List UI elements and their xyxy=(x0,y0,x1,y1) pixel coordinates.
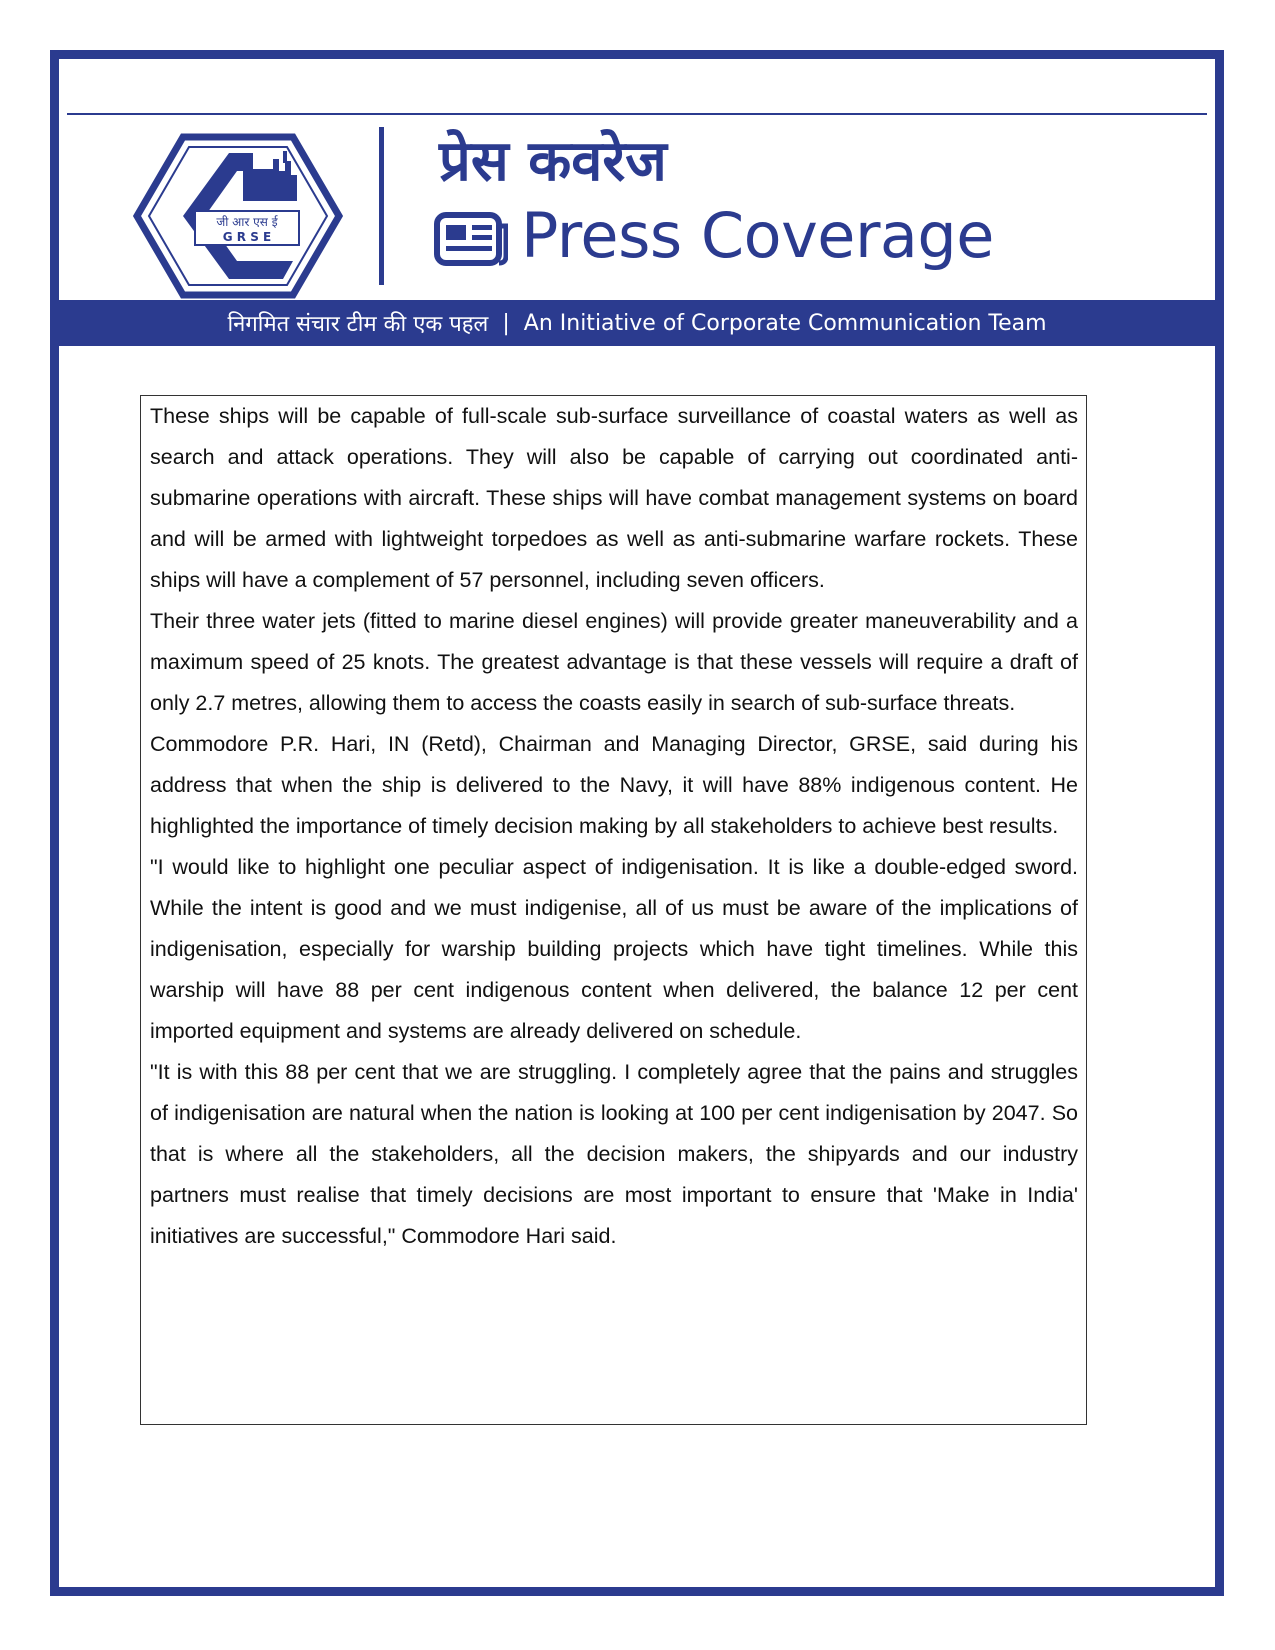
tagline-english: An Initiative of Corporate Communication Team xyxy=(523,310,1047,336)
article-paragraph: These ships will be capable of full-scale sub-surface surveillance of coastal waters as well as search and attack operations. They will also be capable of carrying out coordinated anti-submarine operations with aircraft. These ships will have combat management systems on board and will be armed with lightweight torpedoes as well as anti-submarine warfare rockets. These ships will have a complement of 57 personnel, including seven officers. xyxy=(150,404,1078,592)
tagline-hindi: निगमित संचार टीम की एक पहल xyxy=(227,312,489,337)
logo-text-english: G R S E xyxy=(222,230,272,244)
logo-text-hindi: जी आर एस ई xyxy=(216,215,278,229)
title-hindi: प्रेस कवरेज xyxy=(439,129,667,194)
article-paragraph: Their three water jets (fitted to marine diesel engines) will provide greater maneuverability and a maximum speed of 25 knots. The greatest advantage is that these vessels will require a draft of only 2.7 metres, allowing them to access the coasts easily in search of sub-surface threats. xyxy=(150,609,1078,715)
tagline-band xyxy=(59,300,1215,346)
header-rule xyxy=(67,113,1207,115)
article-paragraph: "I would like to highlight one peculiar aspect of indigenisation. It is like a double-edged sword. While the intent is good and we must indigenise, all of us must be aware of the implications of indigenisation, especially for warship building projects which have tight timelines. While this warship will have 88 per cent indigenous content when delivered, the balance 12 per cent imported equipment and systems are already delivered on schedule. xyxy=(150,855,1078,1043)
header-divider xyxy=(379,127,384,285)
article-paragraph: "It is with this 88 per cent that we are struggling. I completely agree that the pains and struggles of indigenisation are natural when the nation is looking at 100 per cent indigenisation by 2047. So that is where all the stakeholders, all the decision makers, the shipyards and our industry partners must realise that timely decisions are most important to ensure that 'Make in India' initiatives are successful," Commodore Hari said. xyxy=(150,1060,1078,1248)
tagline-separator: | xyxy=(502,310,510,336)
title-english: Press Coverage xyxy=(521,199,994,272)
article-box xyxy=(140,395,1087,1425)
article-paragraph: Commodore P.R. Hari, IN (Retd), Chairman and Managing Director, GRSE, said during his address that when the ship is delivered to the Navy, it will have 88% indigenous content. He highlighted the importance of timely decision making by all stakeholders to achieve best results. xyxy=(150,732,1078,838)
newspaper-icon xyxy=(434,212,508,266)
page-frame xyxy=(50,50,1224,1596)
grse-logo xyxy=(133,131,343,301)
